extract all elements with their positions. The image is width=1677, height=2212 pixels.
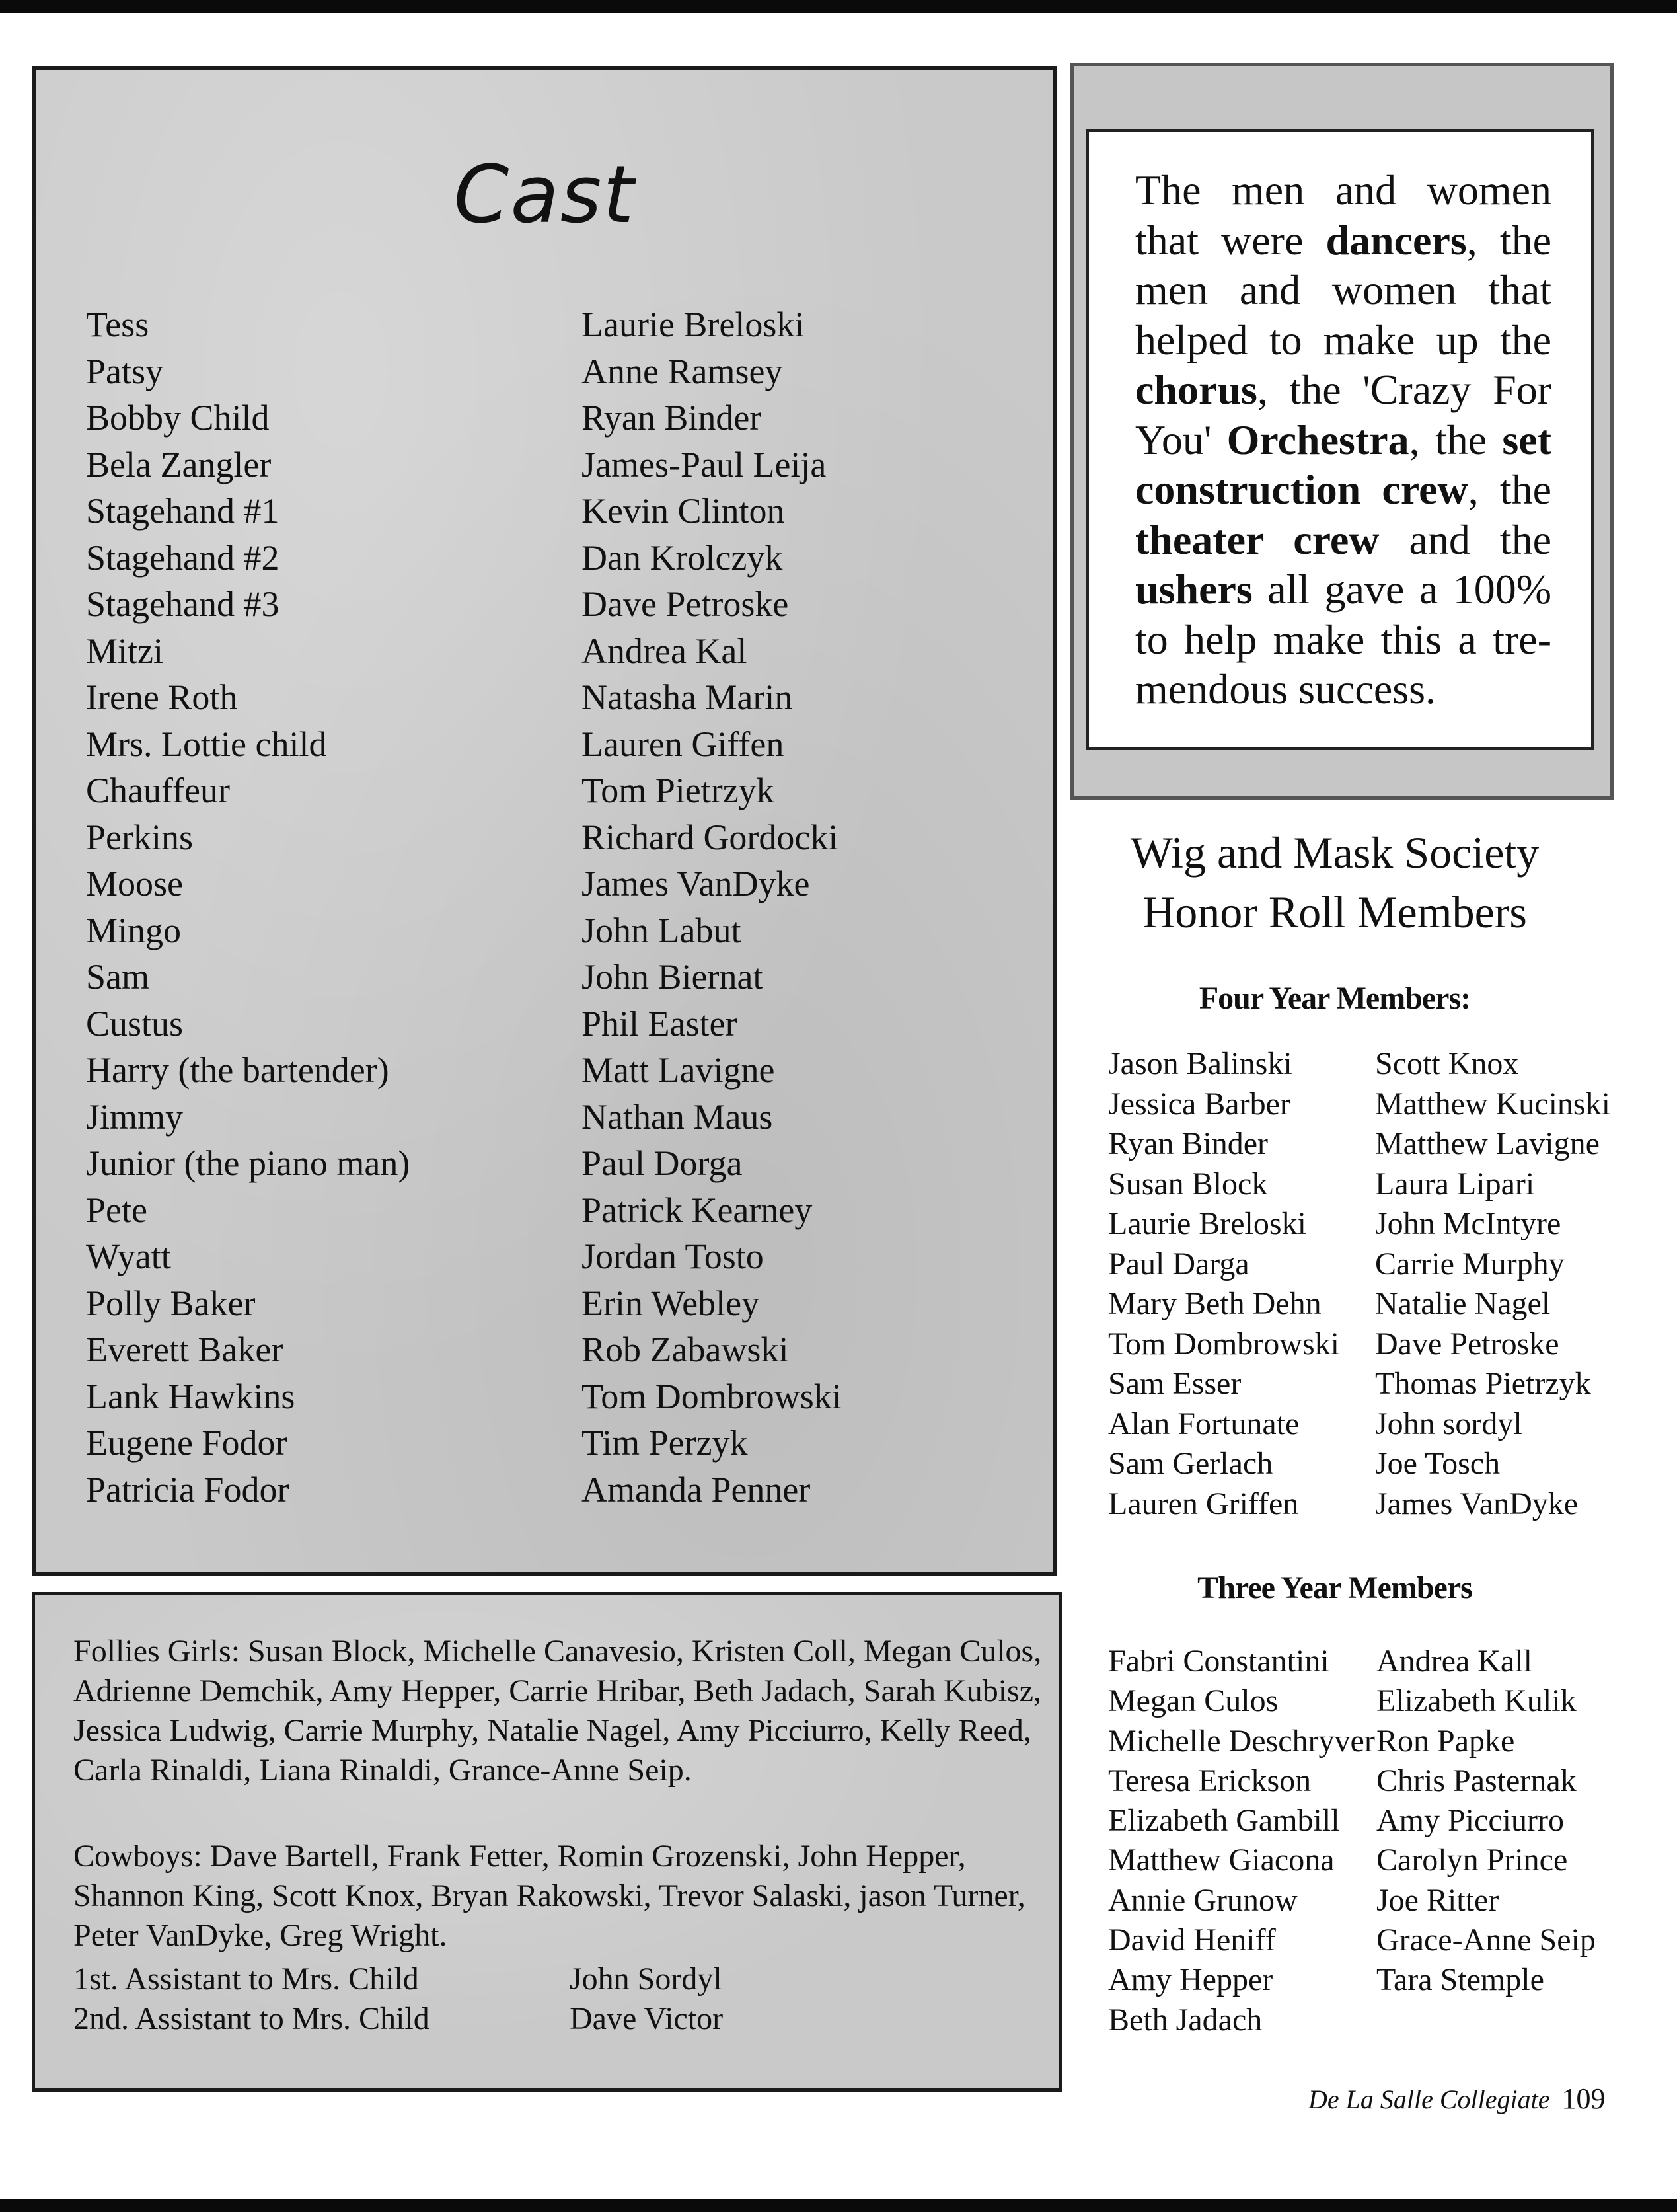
cast-role: Custus: [86, 1003, 184, 1044]
note-set-construction-crew: set construction crew: [1135, 416, 1552, 513]
member-name: Laura Lipari: [1375, 1166, 1535, 1201]
member-name: James VanDyke: [1375, 1486, 1579, 1521]
member-name: Alan Fortunate: [1108, 1406, 1300, 1441]
note-theater-crew: theater crew: [1135, 515, 1380, 563]
member-name: Fabri Constantini: [1108, 1644, 1329, 1679]
member-name: Elizabeth Kulik: [1376, 1683, 1577, 1719]
cast-role: Bela Zangler: [86, 444, 272, 484]
cast-role: Polly Baker: [86, 1283, 256, 1323]
cast-actor: Anne Ramsey: [581, 351, 783, 391]
note-text-part: , the men and women that helped to make up the: [1135, 216, 1551, 363]
member-name: Joe Tosch: [1375, 1446, 1501, 1481]
member-name: Joe Ritter: [1376, 1882, 1499, 1918]
member-name: Amy Picciurro: [1376, 1803, 1564, 1839]
member-name: Carrie Murphy: [1375, 1246, 1565, 1281]
cast-actor: Phil Easter: [581, 1003, 737, 1044]
cast-actor: Matt Lavigne: [581, 1050, 775, 1090]
cast-role: Jimmy: [86, 1096, 184, 1137]
cast-actor: Jordan Tosto: [581, 1237, 764, 1276]
member-name: Paul Darga: [1108, 1246, 1249, 1281]
member-name: Sam Gerlach: [1108, 1446, 1273, 1481]
three-year-left-list: [1108, 1642, 1375, 2040]
note-text-part: , the: [1409, 416, 1503, 463]
member-name: Thomas Pietrzyk: [1375, 1366, 1591, 1401]
assistant-1-name: John Sordyl: [570, 1962, 722, 1997]
note-text-part: and the: [1379, 515, 1552, 563]
member-name: Ryan Binder: [1108, 1126, 1269, 1161]
cast-role: Harry (the bartender): [86, 1050, 389, 1090]
cast-actor: Ryan Binder: [581, 398, 762, 438]
honor-roll-title-line-2: Honor Roll Members: [1142, 887, 1527, 937]
cast-actor: Erin Webley: [581, 1283, 760, 1323]
note-dancers: dancers: [1325, 216, 1467, 264]
note-text-part: , the 'Crazy For You': [1135, 366, 1551, 463]
cast-actor: Paul Dorga: [581, 1143, 743, 1183]
member-name: Susan Block: [1108, 1166, 1268, 1201]
member-name: Elizabeth Gambill: [1108, 1803, 1340, 1839]
cast-actor: Tim Perzyk: [581, 1423, 748, 1463]
cast-actor: Laurie Breloski: [581, 305, 805, 344]
member-name: Annie Grunow: [1108, 1882, 1298, 1918]
four-year-heading: Four Year Members:: [1199, 981, 1471, 1016]
cast-role: Lank Hawkins: [86, 1376, 295, 1416]
cast-actor: Richard Gordocki: [581, 817, 838, 857]
member-name: Laurie Breloski: [1108, 1206, 1306, 1241]
member-name: Amy Hepper: [1108, 1962, 1273, 1998]
member-name: Beth Jadach: [1108, 2002, 1263, 2038]
member-name: Michelle Deschryver: [1108, 1723, 1375, 1759]
top-border: [0, 0, 1677, 13]
cast-role: Bobby Child: [86, 398, 270, 438]
cast-role: Mingo: [86, 910, 182, 950]
member-name: Natalie Nagel: [1375, 1286, 1551, 1321]
note-frame: [1070, 63, 1614, 800]
cast-actor: James VanDyke: [581, 864, 810, 903]
cast-actor: Amanda Penner: [581, 1469, 811, 1509]
cast-panel: [32, 66, 1057, 1576]
member-name: Matthew Lavigne: [1375, 1126, 1600, 1161]
member-name: John McIntyre: [1375, 1206, 1561, 1241]
cast-title: Cast: [453, 149, 636, 241]
cast-actor: James-Paul Leija: [581, 444, 827, 484]
cast-role: Patricia Fodor: [86, 1469, 289, 1509]
member-name: Megan Culos: [1108, 1683, 1279, 1719]
cast-roles-list: [86, 301, 410, 1513]
cast-role: Everett Baker: [86, 1330, 283, 1369]
four-year-left-list: [1108, 1044, 1339, 1524]
member-name: Mary Beth Dehn: [1108, 1286, 1322, 1321]
cowboys-paragraph: Cowboys: Dave Bartell, Frank Fetter, Romin Grozenski, John Hepper, Shannon King, Scott Knox, Bryan Rakowski, Trevor Salaski, jason Turner, Peter VanDyke, Greg Wright.: [73, 1839, 1025, 1953]
school-name: De La Salle Collegiate: [1308, 2084, 1550, 2114]
member-name: Jessica Barber: [1108, 1086, 1290, 1122]
cast-role: Patsy: [86, 351, 164, 391]
three-year-right-list: [1376, 1642, 1596, 2001]
page-number: 109: [1561, 2082, 1606, 2115]
three-year-heading: Three Year Members: [1197, 1570, 1472, 1605]
member-name: Chris Pasternak: [1376, 1763, 1577, 1798]
cast-role: Tess: [86, 305, 149, 344]
bottom-border: [0, 2199, 1677, 2212]
cast-actor: Tom Pietrzyk: [581, 771, 774, 810]
cast-role: Chauffeur: [86, 771, 230, 810]
member-name: John sordyl: [1375, 1406, 1522, 1441]
member-name: Tara Stemple: [1376, 1962, 1544, 1998]
member-name: Ron Papke: [1376, 1723, 1515, 1759]
member-name: Carolyn Prince: [1376, 1843, 1568, 1878]
member-name: Dave Petroske: [1375, 1326, 1559, 1361]
cast-role: Eugene Fodor: [86, 1423, 287, 1463]
cast-actor: Patrick Kearney: [581, 1190, 813, 1230]
member-name: Grace-Anne Seip: [1376, 1923, 1596, 1958]
ensemble-panel: [32, 1592, 1062, 2092]
cast-role: Pete: [86, 1190, 147, 1230]
member-name: Lauren Griffen: [1108, 1486, 1299, 1521]
cast-role: Mitzi: [86, 630, 163, 671]
honor-roll-title-line-1: Wig and Mask Society: [1130, 827, 1540, 878]
member-name: Sam Esser: [1108, 1366, 1242, 1401]
cast-actor: Rob Zabawski: [581, 1330, 789, 1369]
cast-role: Stagehand #3: [86, 584, 280, 624]
note-text-part: , the: [1468, 466, 1551, 513]
page-footer: [1308, 2082, 1606, 2116]
cast-actor: Andrea Kal: [581, 630, 747, 671]
cast-actor: Nathan Maus: [581, 1096, 773, 1137]
note-box: [1086, 129, 1594, 750]
note-orchestra: Orchestra: [1226, 416, 1409, 463]
cast-role: Junior (the piano man): [86, 1143, 410, 1183]
member-name: Scott Knox: [1375, 1046, 1519, 1081]
note-text-part: The men and women that were: [1135, 167, 1551, 264]
cast-role: Sam: [86, 957, 150, 997]
cast-role: Irene Roth: [86, 677, 238, 717]
note-chorus: chorus: [1135, 366, 1257, 413]
assistant-2-role: 2nd. Assistant to Mrs. Child: [73, 2001, 429, 2036]
assistant-1-role: 1st. Assistant to Mrs. Child: [73, 1962, 419, 1997]
cast-actor: Dave Petroske: [581, 584, 789, 624]
cast-actor: Tom Dombrowski: [581, 1376, 842, 1416]
assistant-2-name: Dave Victor: [570, 2001, 724, 2036]
follies-girls-paragraph: Follies Girls: Susan Block, Michelle Canavesio, Kristen Coll, Megan Culos, Adrienne Demchik, Amy Hepper, Carrie Hribar, Beth Jadach, Sarah Kubisz, Jessica Ludwig, Carrie Murphy, Natalie Nagel, Amy Picciurro, Kelly Reed, Carla Rinaldi, Liana Rinaldi, Grance-Anne Seip.: [73, 1634, 1042, 1788]
cast-role: Moose: [86, 864, 183, 903]
cast-actor: Lauren Giffen: [581, 724, 784, 764]
cast-role: Stagehand #1: [86, 491, 280, 531]
cast-actor: Dan Krolczyk: [581, 537, 783, 578]
member-name: David Heniff: [1108, 1923, 1276, 1958]
member-name: Andrea Kall: [1376, 1644, 1532, 1679]
four-year-right-list: [1375, 1044, 1610, 1524]
cast-role: Perkins: [86, 817, 193, 857]
cast-actor: John Labut: [581, 910, 741, 950]
note-ushers: ushers: [1135, 566, 1253, 613]
member-name: Teresa Erickson: [1108, 1763, 1312, 1798]
note-text: [1135, 165, 1551, 714]
cast-actor: Natasha Marin: [581, 677, 793, 717]
cast-role: Stagehand #2: [86, 537, 280, 578]
cast-actor: John Biernat: [581, 957, 763, 997]
member-name: Matthew Kucinski: [1375, 1086, 1610, 1122]
member-name: Jason Balinski: [1108, 1046, 1292, 1081]
cast-role: Wyatt: [86, 1237, 171, 1276]
cast-role: Mrs. Lottie child: [86, 724, 327, 764]
cast-actors-list: [581, 301, 842, 1513]
member-name: Tom Dombrowski: [1108, 1326, 1339, 1361]
member-name: Matthew Giacona: [1108, 1843, 1335, 1878]
note-text-part: all gave a 100% to help make this a tre-mendous success.: [1135, 566, 1551, 712]
cast-actor: Kevin Clinton: [581, 491, 785, 531]
